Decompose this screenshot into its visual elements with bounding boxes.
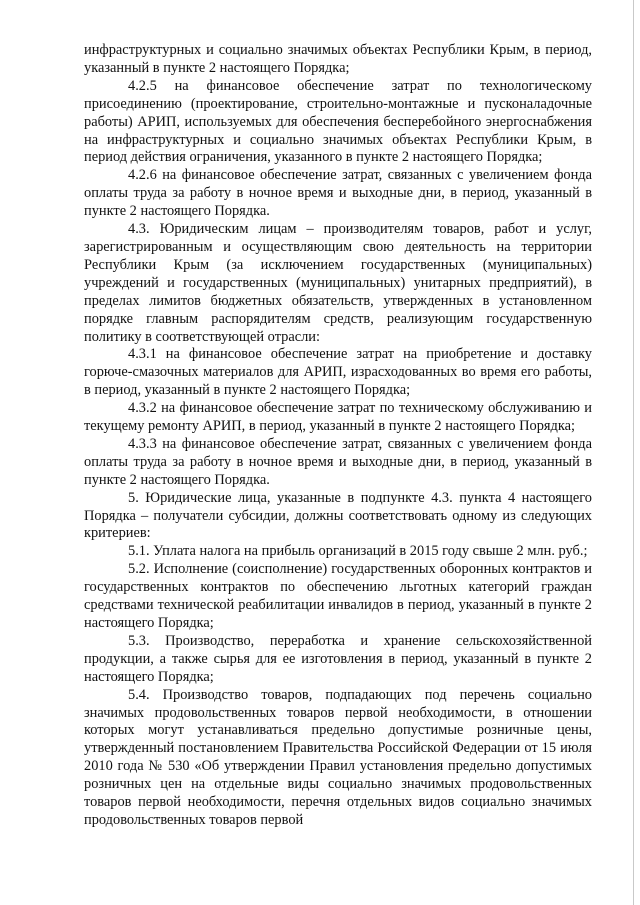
paragraph-4-2-5: 4.2.5 на финансовое обеспечение затрат по технологическому присоединению (проектирование, строительно-монтажные и пусконаладочные работы) АРИП, используемых для обеспечения бесперебойного энергоснабжения на инфраструктурных и социально значимых объектах Республики Крым, в период действия ограничения, указанного в пункте 2 настоящего Порядка; <box>84 77 592 166</box>
paragraph-4-3: 4.3. Юридическим лицам – производителям товаров, работ и услуг, зарегистрированным и осуществляющим свою деятельность на территории Республики Крым (за исключением государственных (муниципальных) учреждений и государственных (муниципальных) унитарных предприятий), в пределах лимитов бюджетных обязательств, утвержденных в установленном порядке главным распорядителям средств, реализующим государственную политику в соответствующей отрасли: <box>84 221 592 345</box>
paragraph-continuation: инфраструктурных и социально значимых объектах Республики Крым, в период, указанный в пункте 2 настоящего Порядка; <box>84 42 592 76</box>
paragraph-5: 5. Юридические лица, указанные в подпункте 4.3. пункта 4 настоящего Порядка – получатели субсидии, должны соответствовать одному из следующих критериев: <box>84 489 592 542</box>
paragraph-5-4: 5.4. Производство товаров, подпадающих под перечень социально значимых продовольственных товаров первой необходимости, в отношении которых могут устанавливаться предельно допустимые розничные цены, утвержденный постановлением Правительства Российской Федерации от 15 июля 2010 года № 530 «Об утверждении Правил установления предельно допустимых розничных цен на отдельные виды социально значимых продовольственных товаров первой необходимости, перечня отдельных видов социально значимых продовольственных товаров первой <box>84 686 592 828</box>
paragraph-4-2-6: 4.2.6 на финансовое обеспечение затрат, связанных с увеличением фонда оплаты труда за работу в ночное время и выходные дни, в период, указанный в пункте 2 настоящего Порядка. <box>84 167 592 220</box>
paragraph-5-1: 5.1. Уплата налога на прибыль организаций в 2015 году свыше 2 млн. руб.; <box>128 543 588 560</box>
paragraph-4-3-2: 4.3.2 на финансовое обеспечение затрат по техническому обслуживанию и текущему ремонту АРИП, в период, указанный в пункте 2 настоящего Порядка; <box>84 400 592 435</box>
paragraph-5-2: 5.2. Исполнение (соисполнение) государственных оборонных контрактов и государственных контрактов по обеспечению льготных категорий граждан средствами технической реабилитации инвалидов в период, указанный в пункте 2 настоящего Порядка; <box>84 561 592 631</box>
paragraph-4-3-3: 4.3.3 на финансовое обеспечение затрат, связанных с увеличением фонда оплаты труда за работу в ночное время и выходные дни, в период, указанный в пункте 2 настоящего Порядка. <box>84 435 592 488</box>
document-body <box>84 42 592 830</box>
scan-edge-line <box>633 0 634 905</box>
paragraph-5-3: 5.3. Производство, переработка и хранение сельскохозяйственной продукции, а также сырья для ее изготовления в период, указанный в пункте 2 настоящего Порядка; <box>84 632 592 685</box>
paragraph-4-3-1: 4.3.1 на финансовое обеспечение затрат на приобретение и доставку горюче-смазочных материалов для АРИП, израсходованных во время его работы, в период, указанный в пункте 2 настоящего Порядка; <box>84 346 592 399</box>
